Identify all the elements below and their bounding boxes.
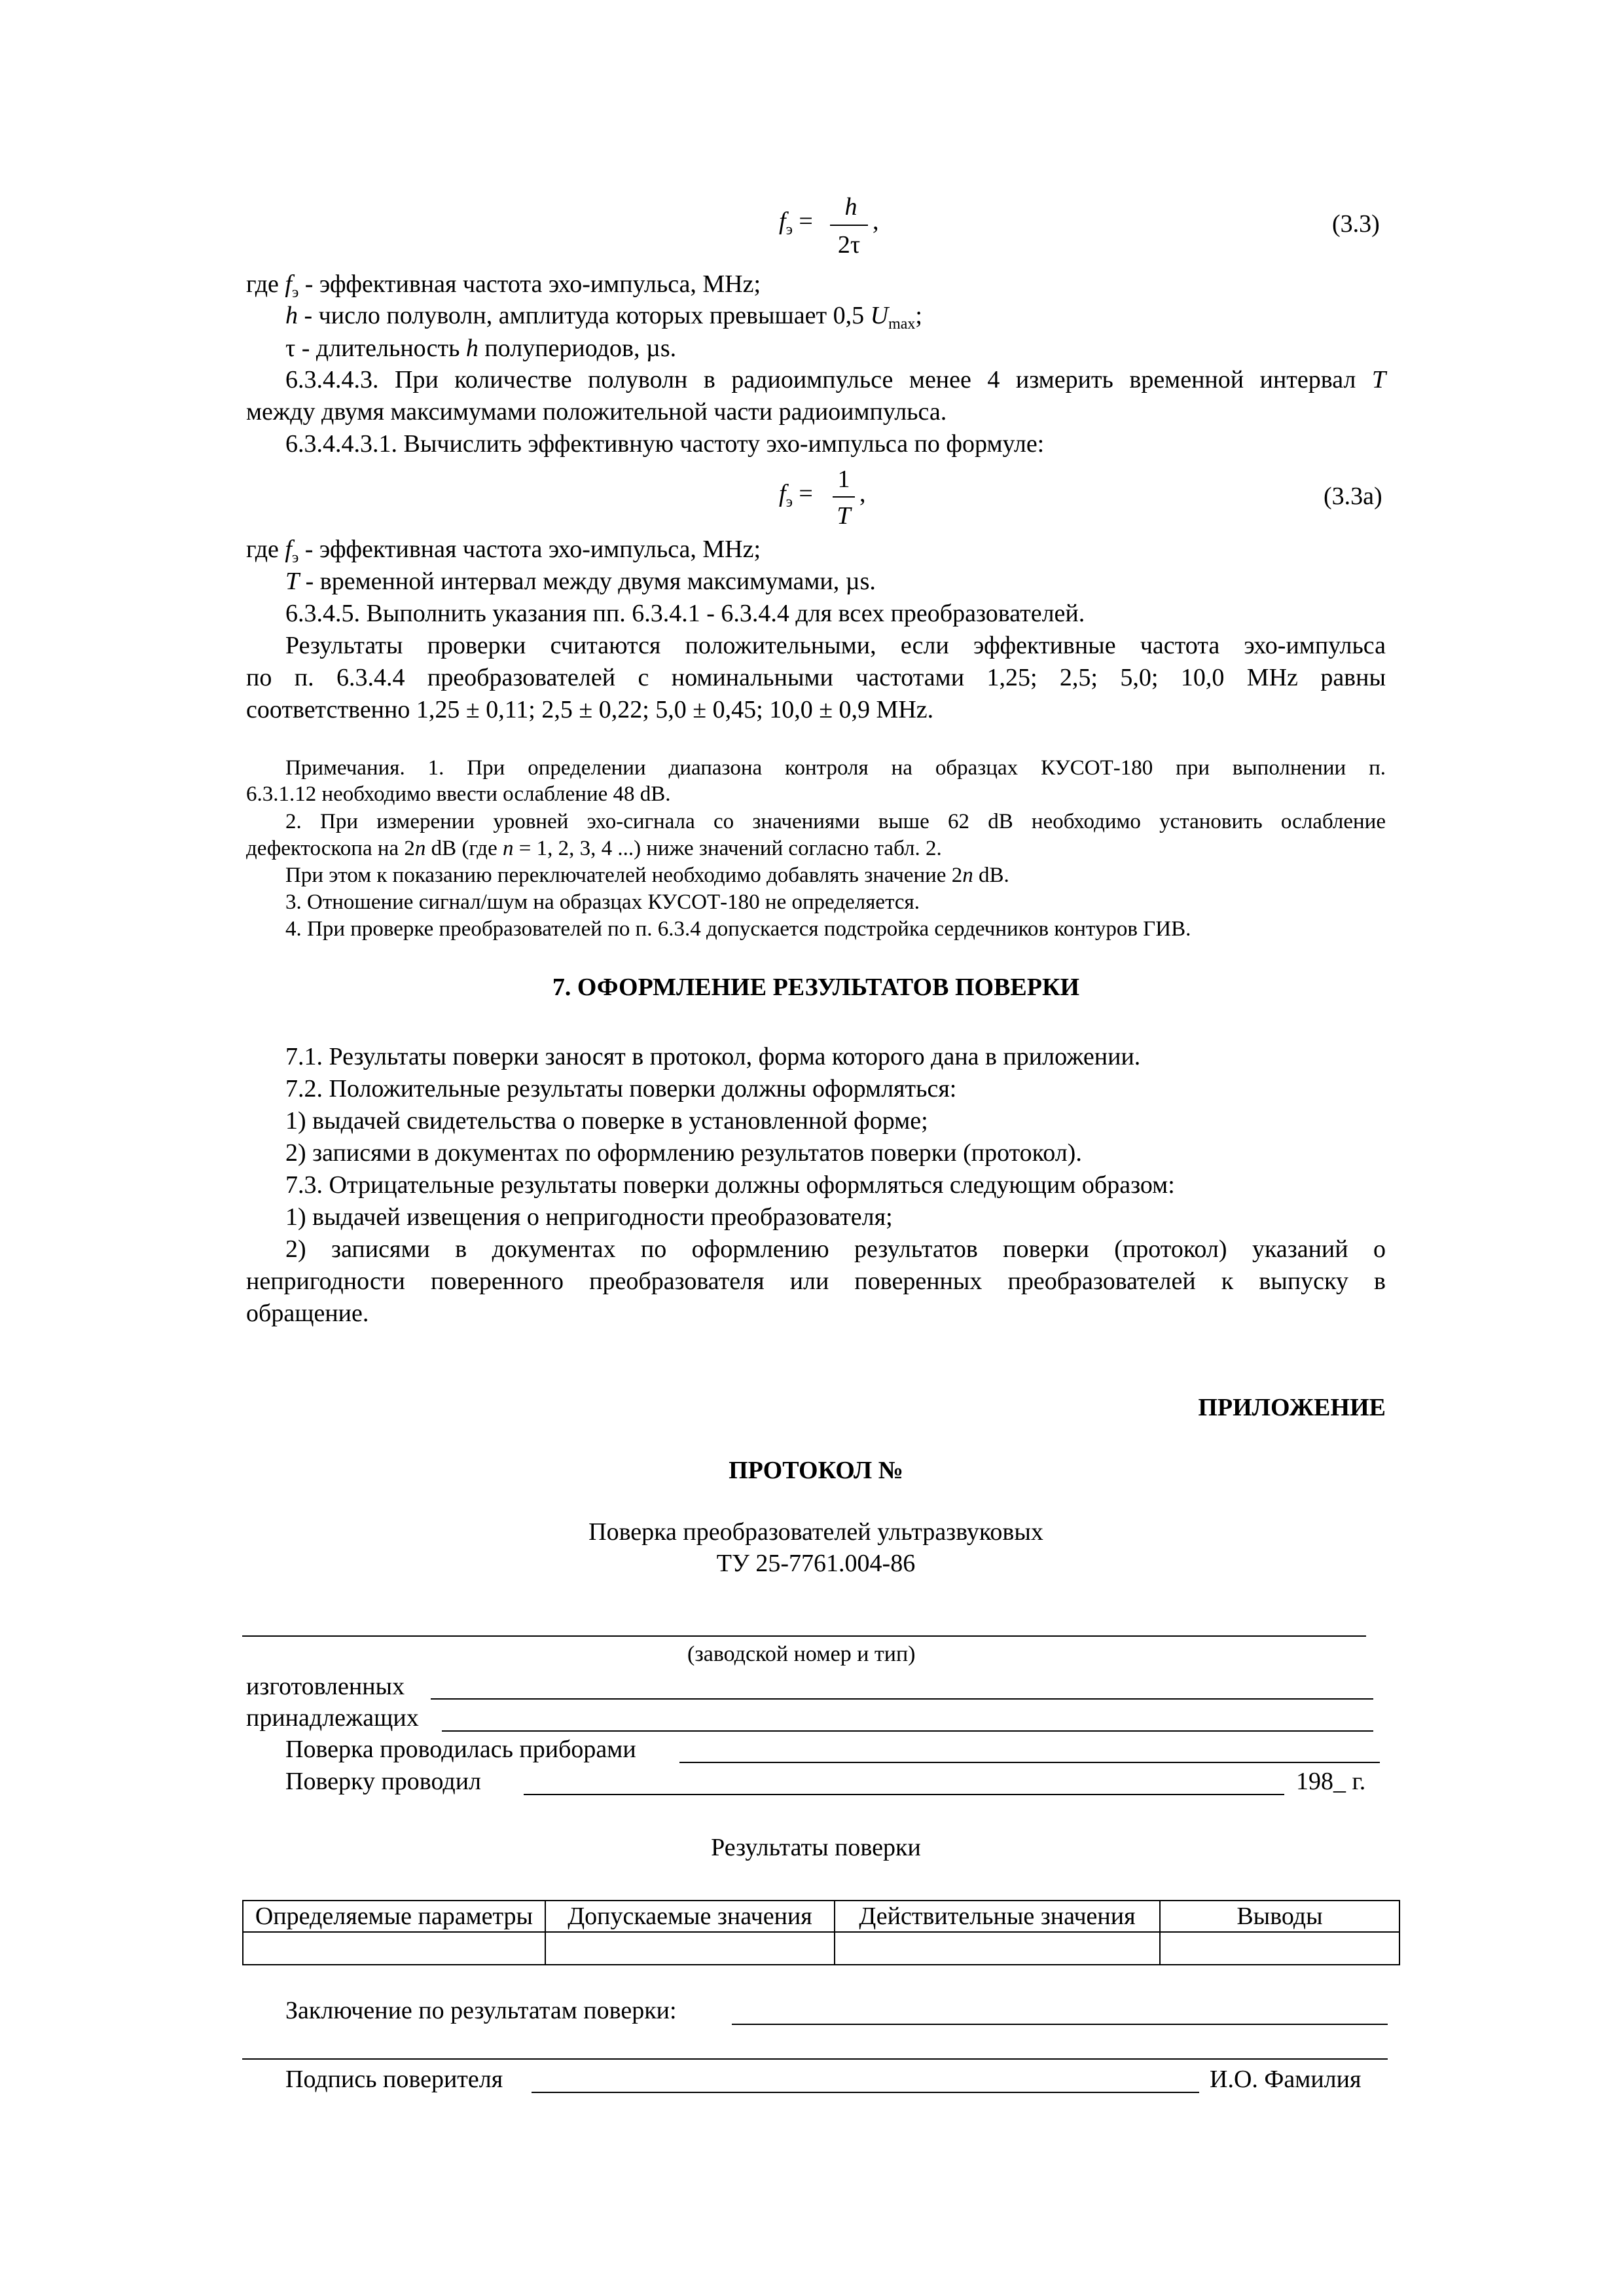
- results-table: [242, 1900, 1400, 1965]
- section-heading: 7. ОФОРМЛЕНИЕ РЕЗУЛЬТАТОВ ПОВЕРКИ: [552, 974, 1080, 1001]
- definition-fe: где $f_э$ - эффективная частота эхо-импульса, MHz;: [246, 270, 761, 301]
- inspector-blank-line[interactable]: [524, 1794, 1284, 1795]
- results-title: Результаты поверки: [711, 1834, 921, 1861]
- signature-name: И.О. Фамилия: [1210, 2066, 1362, 2093]
- serial-blank-line[interactable]: [242, 1635, 1366, 1637]
- table-cell[interactable]: [835, 1932, 1160, 1965]
- conclusion-blank-line[interactable]: [732, 2024, 1388, 2025]
- definition-tau: τ - длительность h полупериодов, µs.: [285, 335, 677, 362]
- appendix-label: ПРИЛОЖЕНИЕ: [1198, 1394, 1386, 1421]
- column-header: Действительные значения: [835, 1901, 1160, 1932]
- formula-numerator: 1: [837, 465, 850, 493]
- column-header: Допускаемые значения: [545, 1901, 835, 1932]
- serial-caption: (заводской номер и тип): [687, 1642, 916, 1666]
- devices-label: Поверка проводилась приборами: [285, 1736, 636, 1763]
- table-cell[interactable]: [545, 1932, 835, 1965]
- paragraph-7-2: 7.2. Положительные результаты поверки должны оформляться:: [285, 1075, 957, 1102]
- paragraph-results: Результаты проверки считаются положительными, если эффективные частота эхо-импульса: [285, 632, 1386, 659]
- formula-denominator: T: [837, 502, 851, 530]
- fraction-bar: [833, 496, 855, 498]
- list-item: 2) записями в документах по оформлению результатов поверки (протокол) указаний о: [285, 1235, 1386, 1263]
- paragraph-line: между двумя максимумами положительной части радиоимпульса.: [246, 398, 947, 426]
- list-item: 1) выдачей свидетельства о поверке в установленной форме;: [285, 1107, 928, 1135]
- formula-numerator: h: [844, 193, 857, 221]
- paragraph-line: по п. 6.3.4.4 преобразователей с номинальными частотами 1,25; 2,5; 5,0; 10,0 MHz равны: [246, 664, 1386, 691]
- table-row: [243, 1932, 1399, 1965]
- list-item: 1) выдачей извещения о непригодности преобразователя;: [285, 1203, 893, 1231]
- paragraph-line: непригодности поверенного преобразователя или поверенных преобразователей к выпуску в: [246, 1267, 1386, 1295]
- definition-fe-2: где $f_э$ - эффективная частота эхо-импульса, MHz;: [246, 536, 761, 566]
- year-field: 198_ г.: [1296, 1768, 1366, 1795]
- fraction-bar: [830, 225, 868, 226]
- inspector-label: Поверку проводил: [285, 1768, 482, 1795]
- table-cell[interactable]: [243, 1932, 545, 1965]
- made-blank-line[interactable]: [431, 1698, 1373, 1700]
- protocol-subtitle: Поверка преобразователей ультразвуковых: [588, 1518, 1043, 1546]
- formula-denominator: 2τ: [837, 231, 861, 259]
- signature-blank-line[interactable]: [532, 2092, 1199, 2093]
- owned-blank-line[interactable]: [442, 1730, 1373, 1732]
- definition-t: T - временной интервал между двумя максимумами, µs.: [285, 568, 876, 595]
- column-header: Выводы: [1160, 1901, 1399, 1932]
- signature-label: Подпись поверителя: [285, 2066, 503, 2093]
- protocol-title: ПРОТОКОЛ №: [729, 1457, 903, 1484]
- conclusion-blank-line-2[interactable]: [242, 2058, 1388, 2060]
- paragraph-6-3-4-4-3: 6.3.4.4.3. При количестве полуволн в радиоимпульсе менее 4 измерить временной интервал T: [285, 366, 1386, 393]
- definition-h: h - число полуволн, амплитуда которых превышает 0,5 $U_{max}$;: [285, 302, 922, 333]
- conclusion-label: Заключение по результатам поверки:: [285, 1997, 677, 2024]
- formula-number: (3.3а): [1324, 483, 1382, 510]
- list-item: 2) записями в документах по оформлению результатов поверки (протокол).: [285, 1139, 1082, 1167]
- devices-blank-line[interactable]: [679, 1762, 1380, 1763]
- made-label: изготовленных: [246, 1673, 405, 1700]
- paragraph-line: обращение.: [246, 1300, 369, 1327]
- paragraph-6-3-4-4-3-1: 6.3.4.4.3.1. Вычислить эффективную частоту эхо-импульса по формуле:: [285, 430, 1045, 458]
- paragraph-line: соответственно 1,25 ± 0,11; 2,5 ± 0,22; 5,0 ± 0,45; 10,0 ± 0,9 MHz.: [246, 696, 934, 723]
- paragraph-7-1: 7.1. Результаты поверки заносят в протокол, форма которого дана в приложении.: [285, 1043, 1141, 1070]
- protocol-spec: ТУ 25-7761.004-86: [716, 1550, 916, 1577]
- formula-number: (3.3): [1332, 210, 1380, 238]
- owned-label: принадлежащих: [246, 1704, 419, 1732]
- column-header: Определяемые параметры: [243, 1901, 545, 1932]
- table-cell[interactable]: [1160, 1932, 1399, 1965]
- paragraph-7-3: 7.3. Отрицательные результаты поверки должны оформляться следующим образом:: [285, 1171, 1175, 1199]
- table-header-row: [243, 1901, 1399, 1932]
- paragraph-6-3-4-5: 6.3.4.5. Выполнить указания пп. 6.3.4.1 - 6.3.4.4 для всех преобразователей.: [285, 600, 1085, 627]
